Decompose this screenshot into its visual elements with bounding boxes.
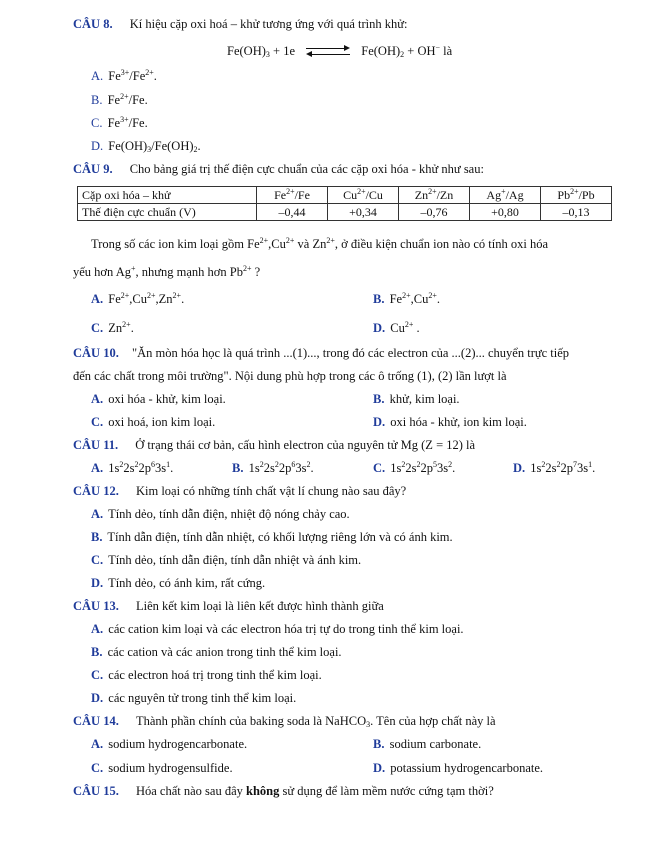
question-label: CÂU 14.: [73, 714, 119, 728]
answer-option-c[interactable]: [91, 667, 322, 683]
question-text: Kí hiệu cặp oxi hoá – khử tương ứng với quá trình khử:: [129, 17, 408, 31]
option-text: sodium hydrogencarbonate.: [108, 737, 248, 751]
option-text: /Fe: [129, 69, 146, 83]
option-letter: B.: [91, 93, 103, 107]
option-text: Tính dẻo, có ánh kim, rất cứng.: [108, 576, 266, 590]
table-cell: –0,76: [399, 204, 470, 221]
electrode-potential-table: [77, 186, 612, 221]
option-text: Fe: [107, 116, 121, 130]
question-13-stem: [73, 598, 384, 614]
option-letter: C.: [91, 116, 103, 130]
equation-text: là: [440, 44, 453, 58]
equation-text: + OH: [404, 44, 436, 58]
emphasis-text: không: [246, 784, 280, 798]
equation-superscript: −: [435, 43, 441, 52]
option-letter: D.: [373, 761, 386, 775]
option-letter: B.: [91, 530, 103, 544]
option-text: oxi hoá, ion kim loại.: [108, 415, 216, 429]
question-label: CÂU 11.: [73, 438, 119, 452]
option-letter: D.: [91, 691, 104, 705]
answer-option-a[interactable]: [91, 736, 247, 752]
option-letter: A.: [91, 507, 104, 521]
table-cell: Ag+/Ag: [470, 187, 541, 204]
question-11-stem: [73, 437, 475, 453]
option-text: .: [197, 139, 201, 153]
equation-text: Fe(OH): [361, 44, 401, 58]
option-text: khử, kim loại.: [389, 392, 460, 406]
answer-option-c[interactable]: [91, 552, 361, 568]
option-text: Fe(OH): [108, 139, 148, 153]
question-9-paragraph-line-2: yếu hơn Ag+, nhưng mạnh hơn $Pb^{2+}$ ?: [73, 264, 261, 279]
option-text: Fe: [108, 69, 121, 83]
option-letter: D.: [91, 576, 104, 590]
table-cell: –0,44: [257, 204, 328, 221]
answer-option-a[interactable]: [91, 68, 157, 84]
option-text: sodium carbonate.: [389, 737, 482, 751]
option-letter: C.: [91, 321, 104, 335]
option-letter: B.: [91, 645, 103, 659]
option-text: Tính dẻo, tính dẫn điện, tính dẫn nhiệt và ánh kim.: [108, 553, 362, 567]
option-text: các cation và các anion trong tinh thể kim loại.: [107, 645, 342, 659]
option-letter: D.: [91, 139, 104, 153]
question-text: Liên kết kim loại là liên kết được hình thành giữa: [135, 599, 384, 613]
formula-subscript: 3: [147, 145, 152, 154]
table-cell: $Zn^{2+}/Zn$: [399, 187, 470, 204]
answer-option-a[interactable]: [91, 391, 226, 407]
option-letter: C.: [373, 461, 386, 475]
question-text: Thành phần chính của baking soda là NaHCO$_3$. Tên của hợp chất này là: [135, 714, 496, 729]
question-label: CÂU 15.: [73, 784, 119, 798]
formula-subscript: 2: [193, 145, 198, 154]
question-10-stem-line-2: [73, 368, 507, 384]
answer-option-a[interactable]: A. $Fe^{2+},Cu^{2+},Zn^{2+}$.: [91, 291, 185, 306]
answer-option-d[interactable]: [373, 414, 527, 430]
option-text: oxi hóa - khử, ion kim loại.: [390, 415, 527, 429]
option-letter: B.: [373, 737, 385, 751]
question-9-stem: [73, 161, 484, 177]
question-text: Hóa chất nào sau đây không sử dụng để làm mềm nước cứng tạm thời?: [135, 784, 494, 798]
question-text: "Ăn mòn hóa học là quá trình ...(1)..., trong đó các electron của ...(2)... chuyển trực tiếp: [131, 346, 570, 360]
option-letter: A.: [91, 69, 104, 83]
answer-option-d[interactable]: [91, 138, 201, 154]
answer-option-d[interactable]: [373, 760, 543, 776]
option-letter: D.: [513, 461, 526, 475]
option-letter: B.: [232, 461, 244, 475]
answer-option-b[interactable]: [91, 644, 342, 660]
option-text: /Fe(OH): [151, 139, 194, 153]
option-text: sodium hydrogensulfide.: [108, 761, 233, 775]
option-text: các electron hoá trị trong tinh thể kim loại.: [108, 668, 322, 682]
answer-option-a[interactable]: [91, 621, 464, 637]
option-letter: A.: [91, 737, 104, 751]
answer-option-b[interactable]: B. $Fe^{2+},Cu^{2+}$.: [373, 291, 440, 306]
option-text: Tính dẫn điện, tính dẫn nhiệt, có khối lượng riêng lớn và có ánh kim.: [107, 530, 453, 544]
equation-subscript: 3: [265, 50, 270, 59]
answer-option-d[interactable]: [91, 575, 265, 591]
answer-option-b[interactable]: B. $1s^22s^22p^63s^2$.: [232, 460, 314, 475]
charge-superscript: 2+: [145, 68, 154, 77]
question-text: Ở trạng thái cơ bản, cấu hình electron của nguyên tử Mg (Z = 12) là: [135, 438, 476, 452]
answer-option-b[interactable]: [373, 391, 460, 407]
option-text: oxi hóa - khử, kim loại.: [108, 392, 226, 406]
option-text: Tính dẻo, tính dẫn điện, nhiệt độ nóng chảy cao.: [108, 507, 350, 521]
table-cell: $Pb^{2+}/Pb$: [541, 187, 612, 204]
option-letter: A.: [91, 292, 104, 306]
answer-option-c[interactable]: C. $1s^22s^22p^53s^2$.: [373, 460, 456, 475]
table-cell: $Cu^{2+}/Cu$: [328, 187, 399, 204]
equation-text: Fe(OH): [227, 44, 266, 58]
question-14-stem: [73, 713, 496, 729]
table-cell: –0,13: [541, 204, 612, 221]
question-15-stem: [73, 783, 494, 799]
option-letter: B.: [373, 392, 385, 406]
option-letter: B.: [373, 292, 385, 306]
question-label: CÂU 10.: [73, 346, 119, 360]
option-text: /Fe.: [128, 93, 148, 107]
question-label: CÂU 9.: [73, 162, 113, 176]
answer-option-d[interactable]: D. $1s^22s^22p^73s^1$.: [513, 460, 596, 475]
equation-subscript: 2: [400, 50, 405, 59]
equation-text: + 1e: [269, 44, 295, 58]
answer-option-b[interactable]: [91, 92, 148, 108]
question-9-paragraph-line-1: Trong số các ion kim loại gồm $Fe^{2+},Cu^{2+}$ và $Zn^{2+}$, ở điều kiện chuẩn ion nào có tính oxi hóa: [91, 236, 549, 251]
option-letter: C.: [91, 553, 104, 567]
option-text: potassium hydrogencarbonate.: [390, 761, 544, 775]
answer-option-c[interactable]: [91, 414, 215, 430]
option-letter: C.: [91, 668, 104, 682]
table-cell: +0,80: [470, 204, 541, 221]
option-text: .: [153, 69, 157, 83]
table-cell: +0,34: [328, 204, 399, 221]
option-text: các nguyên tử trong tinh thể kim loại.: [108, 691, 297, 705]
table-row: [78, 204, 612, 221]
charge-superscript: 3+: [120, 115, 129, 124]
reduction-equation: [227, 44, 452, 59]
option-letter: D.: [373, 415, 386, 429]
answer-option-d[interactable]: [91, 690, 296, 706]
charge-superscript: 2+: [120, 92, 129, 101]
question-text: Cho bảng giá trị thế điện cực chuẩn của các cặp oxi hóa - khử như sau:: [129, 162, 484, 176]
question-text: đến các chất trong môi trường". Nội dung phù hợp trong các ô trống (1), (2) lần lượt là: [73, 369, 507, 383]
equilibrium-arrows-icon: [306, 46, 350, 58]
option-text: các cation kim loại và các electron hóa trị tự do trong tinh thể kim loại.: [108, 622, 464, 636]
table-row: [78, 187, 612, 204]
question-label: CÂU 13.: [73, 599, 119, 613]
answer-option-c[interactable]: C. $Zn^{2+}$.: [91, 320, 134, 335]
answer-option-c[interactable]: [91, 760, 233, 776]
answer-option-b[interactable]: [91, 529, 453, 545]
option-text: /Fe.: [128, 116, 148, 130]
option-letter: A.: [91, 461, 104, 475]
question-10-stem: [73, 345, 569, 361]
option-letter: A.: [91, 392, 104, 406]
answer-option-a[interactable]: A. $1s^22s^22p^63s^1$.: [91, 460, 174, 475]
option-letter: A.: [91, 622, 104, 636]
answer-option-b[interactable]: [373, 736, 481, 752]
answer-option-c[interactable]: [91, 115, 148, 131]
question-label: CÂU 8.: [73, 17, 113, 31]
option-letter: D.: [373, 321, 386, 335]
option-letter: C.: [91, 415, 104, 429]
answer-option-a[interactable]: [91, 506, 350, 522]
table-cell: $Fe^{2+}/Fe$: [257, 187, 328, 204]
question-12-stem: [73, 483, 406, 499]
question-text: Kim loại có những tính chất vật lí chung nào sau đây?: [135, 484, 407, 498]
question-label: CÂU 12.: [73, 484, 119, 498]
table-row-header: Cặp oxi hóa – khử: [78, 187, 257, 204]
table-row-header: Thế điện cực chuẩn (V): [78, 204, 257, 221]
answer-option-d[interactable]: D. $Cu^{2+}$ .: [373, 320, 420, 335]
question-8-stem: [73, 16, 408, 32]
option-text: Fe: [107, 93, 121, 107]
option-letter: C.: [91, 761, 104, 775]
charge-superscript: 3+: [120, 68, 130, 77]
